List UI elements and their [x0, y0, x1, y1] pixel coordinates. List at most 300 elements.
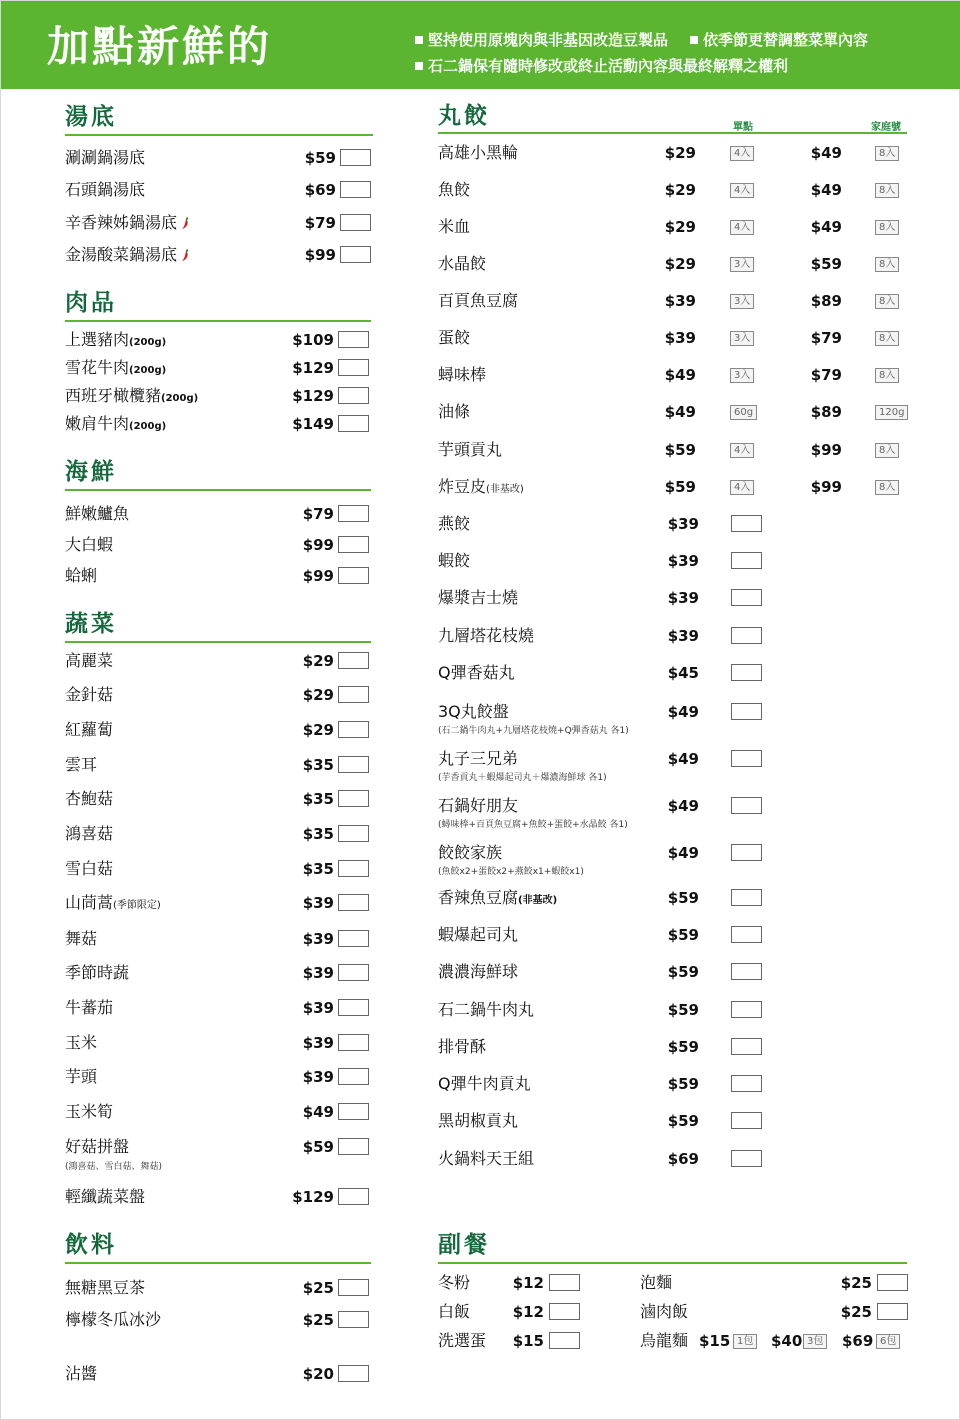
quantity-badge: 3入 [730, 368, 754, 383]
item-price: $59 [667, 963, 699, 981]
menu-item [438, 925, 762, 945]
item-price: $59 [667, 889, 699, 907]
quantity-badge: 4入 [730, 480, 754, 495]
quantity-box[interactable] [731, 889, 762, 906]
item-name: 冬粉 [438, 1273, 471, 1292]
item-price: $129 [292, 1188, 334, 1206]
item-name: 山茼蒿 [65, 893, 114, 912]
item-name: 雪白菇 [65, 859, 114, 878]
item-price: $59 [667, 926, 699, 944]
item-price: $29 [302, 652, 334, 670]
quantity-box[interactable] [338, 505, 369, 522]
item-name: 紅蘿蔔 [65, 720, 114, 739]
quantity-box[interactable] [731, 1150, 762, 1167]
item-price: $39 [667, 589, 699, 607]
family-price: $59 [810, 255, 842, 273]
menu-item [438, 1074, 762, 1094]
item-name: 香辣魚豆腐 [438, 888, 519, 907]
item-price: $49 [667, 797, 699, 815]
section-title-soup: 湯底 [65, 104, 117, 130]
item-name: 芋頭貢丸 [438, 440, 503, 459]
menu-item [438, 626, 762, 646]
quantity-box[interactable] [340, 181, 371, 198]
menu-item [65, 824, 371, 844]
item-note: (200g) [161, 393, 199, 404]
item-name: 高麗菜 [65, 651, 114, 670]
item-name: 燕餃 [438, 514, 471, 533]
column-header-single: 單點 [733, 122, 753, 133]
menu-item [65, 148, 373, 168]
item-price: $129 [292, 387, 334, 405]
menu-item [438, 1331, 580, 1351]
menu-item [65, 566, 371, 586]
item-name: 滷肉飯 [640, 1302, 689, 1321]
item-name: 玉米筍 [65, 1102, 114, 1121]
quantity-box[interactable] [338, 756, 369, 773]
menu-item [65, 1137, 371, 1172]
family-quantity-badge: 8入 [875, 331, 899, 346]
item-sub: (魚餃x2+蛋餃x2+燕餃x1+蝦餃x1) [438, 867, 584, 877]
item-price: $69 [667, 1150, 699, 1168]
item-price: $99 [304, 246, 336, 264]
item-note: (200g) [129, 421, 167, 432]
quantity-box[interactable] [731, 1075, 762, 1092]
menu-item [65, 893, 371, 913]
quantity-box[interactable] [338, 1188, 369, 1205]
quantity-box[interactable] [338, 331, 369, 348]
section-divider [438, 1262, 907, 1264]
quantity-badge: 4入 [730, 146, 754, 161]
item-price: $59 [667, 1038, 699, 1056]
quantity-box[interactable] [338, 860, 369, 877]
menu-item [65, 720, 371, 740]
menu-item [438, 702, 762, 736]
item-sub: (芋香貢丸＋蝦爆起司丸＋爆濃海鮮球 各1) [438, 773, 607, 783]
item-price: $15 [512, 1332, 544, 1350]
family-quantity-badge: 8入 [875, 480, 899, 495]
quantity-box[interactable] [338, 359, 369, 376]
quantity-box[interactable] [731, 515, 762, 532]
menu-item [65, 789, 371, 809]
item-name: 石頭鍋湯底 [65, 180, 146, 199]
item-price: $59 [667, 1001, 699, 1019]
menu-item [65, 1187, 371, 1207]
item-name: 炸豆皮 [438, 477, 487, 496]
item-price: $129 [292, 359, 334, 377]
family-price: $79 [810, 329, 842, 347]
quantity-badge: 3入 [730, 331, 754, 346]
bullet-square-icon [415, 36, 423, 44]
quantity-box[interactable] [338, 1034, 369, 1051]
item-name: 金針菇 [65, 685, 114, 704]
family-quantity-badge: 8入 [875, 146, 899, 161]
family-quantity-badge: 8入 [875, 294, 899, 309]
item-price: $79 [302, 505, 334, 523]
column-header-family: 家庭號 [871, 122, 901, 133]
item-name: 九層塔花枝燒 [438, 626, 535, 645]
quantity-badge: 6包 [876, 1334, 900, 1349]
quantity-box[interactable] [549, 1274, 580, 1291]
item-name: 玉米 [65, 1033, 98, 1052]
item-price: $49 [302, 1103, 334, 1121]
item-price: $25 [840, 1274, 872, 1292]
family-price: $99 [810, 441, 842, 459]
item-price: $25 [302, 1279, 334, 1297]
section-title-sides: 副餐 [438, 1232, 490, 1258]
item-price: $59 [302, 1138, 334, 1156]
quantity-box[interactable] [340, 149, 371, 166]
menu-item [438, 962, 762, 982]
quantity-box[interactable] [731, 1112, 762, 1129]
item-price: $59 [664, 441, 696, 459]
item-price: $49 [664, 366, 696, 384]
item-name: 芋頭 [65, 1067, 98, 1086]
quantity-box[interactable] [877, 1274, 908, 1291]
chili-icon [180, 248, 190, 262]
menu-item [438, 749, 762, 783]
note-text: 石二鍋保有隨時修改或終止活動內容與最終解釋之權利 [428, 57, 789, 75]
menu-item [438, 1000, 762, 1020]
item-price: $35 [302, 790, 334, 808]
menu-item [65, 213, 373, 233]
item-price: $99 [302, 567, 334, 585]
item-note: (200g) [129, 337, 167, 348]
item-price: $35 [302, 825, 334, 843]
quantity-badge: 4入 [730, 220, 754, 235]
bullet-square-icon [415, 62, 423, 70]
menu-item [438, 1273, 580, 1293]
menu-item [65, 859, 371, 879]
item-sub: (石二鍋牛肉丸+九層塔花枝燒+Q彈香菇丸 各1) [438, 726, 629, 736]
item-name: 鮮嫩鱸魚 [65, 504, 130, 523]
quantity-box[interactable] [731, 703, 762, 720]
menu-item [640, 1331, 908, 1351]
section-divider [65, 1262, 371, 1264]
quantity-box[interactable] [338, 1138, 369, 1155]
item-price: $79 [304, 214, 336, 232]
item-name: Q彈牛肉貢丸 [438, 1074, 531, 1093]
menu-item [65, 504, 371, 524]
item-name: 烏龍麵 [640, 1331, 689, 1350]
item-price: $59 [304, 149, 336, 167]
item-name: 好菇拼盤 [65, 1137, 130, 1156]
menu-item [65, 386, 371, 406]
item-price: $149 [292, 415, 334, 433]
item-price: $12 [512, 1274, 544, 1292]
section-title-meat: 肉品 [65, 290, 117, 316]
family-quantity-badge: 8入 [875, 368, 899, 383]
menu-item [438, 365, 908, 385]
menu-item [65, 651, 371, 671]
item-name: Q彈香菇丸 [438, 663, 515, 682]
item-name: 蝦爆起司丸 [438, 925, 519, 944]
quantity-box[interactable] [338, 1068, 369, 1085]
item-name: 油條 [438, 402, 471, 421]
family-price: $49 [810, 144, 842, 162]
menu-item [438, 888, 762, 908]
quantity-box[interactable] [731, 1001, 762, 1018]
menu-item [438, 217, 908, 237]
quantity-box[interactable] [338, 415, 369, 432]
item-name: 米血 [438, 217, 471, 236]
family-price: $79 [810, 366, 842, 384]
family-quantity-badge: 8入 [875, 183, 899, 198]
section-divider [65, 489, 371, 491]
item-name: 檸檬冬瓜冰沙 [65, 1310, 162, 1329]
chili-icon [180, 216, 190, 230]
quantity-box[interactable] [877, 1303, 908, 1320]
quantity-box[interactable] [340, 246, 371, 263]
quantity-box[interactable] [338, 930, 369, 947]
quantity-box[interactable] [549, 1332, 580, 1349]
item-price: $39 [664, 292, 696, 310]
item-name: 嫩肩牛肉 [65, 414, 130, 433]
quantity-box[interactable] [338, 1279, 369, 1296]
item-name: 石二鍋牛肉丸 [438, 1000, 535, 1019]
item-price: $29 [664, 218, 696, 236]
quantity-badge: 60g [730, 405, 757, 420]
item-price: $39 [667, 627, 699, 645]
quantity-box[interactable] [338, 894, 369, 911]
section-divider [65, 134, 373, 136]
item-price: $39 [667, 515, 699, 533]
menu-item [65, 929, 371, 949]
quantity-badge: 4入 [730, 183, 754, 198]
page-title: 加點新鮮的 [47, 22, 273, 71]
item-price: $59 [667, 1075, 699, 1093]
item-price: $49 [667, 844, 699, 862]
item-price: $29 [664, 255, 696, 273]
family-price: $49 [810, 218, 842, 236]
item-name: 雪花牛肉 [65, 358, 130, 377]
menu-item [438, 291, 908, 311]
quantity-box[interactable] [731, 926, 762, 943]
menu-item [65, 755, 371, 775]
menu-item [65, 414, 371, 434]
item-note: (非基改) [518, 895, 558, 906]
item-name: 丸子三兄弟 [438, 749, 519, 768]
item-name: 3Q丸餃盤 [438, 702, 509, 721]
quantity-box[interactable] [338, 825, 369, 842]
item-name: 蝦餃 [438, 551, 471, 570]
quantity-box[interactable] [731, 664, 762, 681]
item-name: 蛋餃 [438, 328, 471, 347]
quantity-box[interactable] [338, 387, 369, 404]
item-price: $39 [664, 329, 696, 347]
menu-item [640, 1273, 908, 1293]
item-price: $59 [664, 478, 696, 496]
menu-item [438, 254, 908, 274]
quantity-badge: 4入 [730, 443, 754, 458]
family-quantity-badge: 8入 [875, 220, 899, 235]
item-name: 大白蝦 [65, 535, 114, 554]
item-name: 季節時蔬 [65, 963, 130, 982]
menu-item [65, 998, 371, 1018]
menu-item [65, 245, 373, 265]
section-title-veg: 蔬菜 [65, 611, 117, 637]
quantity-badge: 3包 [803, 1334, 827, 1349]
item-price: $69 [842, 1332, 874, 1350]
item-price: $40 [771, 1332, 803, 1350]
item-price: $39 [302, 930, 334, 948]
menu-item [438, 477, 908, 497]
note-text: 堅持使用原塊肉與非基因改造豆製品 [428, 31, 669, 49]
item-name: 洗選蛋 [438, 1331, 487, 1350]
quantity-box[interactable] [338, 721, 369, 738]
quantity-box[interactable] [731, 589, 762, 606]
quantity-box[interactable] [338, 964, 369, 981]
menu-item [438, 514, 762, 534]
menu-item [438, 663, 762, 683]
item-price: $29 [302, 686, 334, 704]
quantity-box[interactable] [338, 999, 369, 1016]
item-name: 輕纖蔬菜盤 [65, 1187, 146, 1206]
item-price: $39 [302, 964, 334, 982]
quantity-box[interactable] [549, 1303, 580, 1320]
item-price: $29 [302, 721, 334, 739]
family-price: $49 [810, 181, 842, 199]
menu-item [438, 143, 908, 163]
menu-item [65, 1364, 371, 1384]
item-name: 雲耳 [65, 755, 98, 774]
item-name: 杏鮑菇 [65, 789, 114, 808]
family-quantity-badge: 8入 [875, 443, 899, 458]
item-name: 涮涮鍋湯底 [65, 148, 146, 167]
item-name: 餃餃家族 [438, 843, 503, 862]
quantity-box[interactable] [338, 1103, 369, 1120]
quantity-box[interactable] [338, 567, 369, 584]
item-price: $99 [302, 536, 334, 554]
menu-item [438, 180, 908, 200]
item-name: 無糖黑豆茶 [65, 1278, 146, 1297]
quantity-badge: 3入 [730, 257, 754, 272]
bullet-square-icon [690, 36, 698, 44]
item-name: 百頁魚豆腐 [438, 291, 519, 310]
quantity-badge: 3入 [730, 294, 754, 309]
quantity-badge: 1包 [733, 1334, 757, 1349]
item-note: (非基改) [486, 484, 524, 495]
item-name: 魚餃 [438, 180, 471, 199]
menu-item [438, 1302, 580, 1322]
item-sub: (蟳味棒+百頁魚豆腐+魚餃+蛋餃+水晶餃 各1) [438, 820, 628, 830]
section-title-drinks: 飲料 [65, 1232, 117, 1258]
item-name: 牛蕃茄 [65, 998, 114, 1017]
menu-item [438, 440, 908, 460]
note-text: 依季節更替調整菜單內容 [703, 31, 869, 49]
menu-item [438, 551, 762, 571]
item-price: $39 [302, 1034, 334, 1052]
item-price: $29 [664, 144, 696, 162]
item-name: 濃濃海鮮球 [438, 962, 519, 981]
menu-item [640, 1302, 908, 1322]
family-quantity-badge: 8入 [875, 257, 899, 272]
quantity-box[interactable] [338, 1365, 369, 1382]
item-name: 白飯 [438, 1302, 471, 1321]
menu-item [65, 1278, 371, 1298]
menu-item [65, 330, 371, 350]
menu-item [438, 843, 762, 877]
menu-item [65, 1310, 371, 1330]
quantity-box[interactable] [731, 963, 762, 980]
menu-item [65, 180, 373, 200]
quantity-box[interactable] [731, 844, 762, 861]
item-price: $49 [667, 703, 699, 721]
item-name: 黑胡椒貢丸 [438, 1111, 519, 1130]
family-price: $89 [810, 292, 842, 310]
item-name: 舞菇 [65, 929, 98, 948]
header-notes [415, 27, 868, 79]
item-price: $59 [667, 1112, 699, 1130]
item-price: $45 [667, 664, 699, 682]
quantity-box[interactable] [731, 552, 762, 569]
menu-item [65, 535, 371, 555]
item-price: $69 [304, 181, 336, 199]
menu-item [65, 358, 371, 378]
quantity-box[interactable] [731, 797, 762, 814]
family-price: $89 [810, 403, 842, 421]
item-note: (200g) [129, 365, 167, 376]
quantity-box[interactable] [340, 214, 371, 231]
item-price: $49 [667, 750, 699, 768]
quantity-box[interactable] [338, 686, 369, 703]
item-price: $39 [302, 999, 334, 1017]
item-name: 高雄小黑輪 [438, 143, 519, 162]
quantity-box[interactable] [338, 1311, 369, 1328]
item-price: $25 [840, 1303, 872, 1321]
menu-item [65, 685, 371, 705]
item-name: 辛香辣姊鍋湯底 [65, 213, 178, 232]
quantity-box[interactable] [731, 627, 762, 644]
menu-item [438, 328, 908, 348]
menu-item [65, 1102, 371, 1122]
item-sub: (鴻喜菇、雪白菇、舞菇) [65, 1162, 163, 1172]
item-price: $20 [302, 1365, 334, 1383]
item-name: 水晶餃 [438, 254, 487, 273]
item-name: 泡麵 [640, 1273, 673, 1292]
menu-item [438, 1037, 762, 1057]
quantity-box[interactable] [731, 750, 762, 767]
quantity-box[interactable] [731, 1038, 762, 1055]
item-price: $25 [302, 1311, 334, 1329]
quantity-box[interactable] [338, 536, 369, 553]
quantity-box[interactable] [338, 652, 369, 669]
menu-item [438, 588, 762, 608]
item-price: $49 [664, 403, 696, 421]
menu-item [65, 1033, 371, 1053]
menu-item [438, 1111, 762, 1131]
item-price: $35 [302, 860, 334, 878]
item-price: $39 [302, 894, 334, 912]
item-name: 鴻喜菇 [65, 824, 114, 843]
menu-item [438, 796, 762, 830]
item-name: 金湯酸菜鍋湯底 [65, 245, 178, 264]
menu-item [65, 963, 371, 983]
item-name: 石鍋好朋友 [438, 796, 519, 815]
item-name: 火鍋料天王組 [438, 1149, 535, 1168]
item-name: 排骨酥 [438, 1037, 487, 1056]
item-name: 蟳味棒 [438, 365, 487, 384]
family-price: $99 [810, 478, 842, 496]
quantity-box[interactable] [338, 790, 369, 807]
item-note: (季節限定) [113, 900, 161, 911]
item-price: $12 [512, 1303, 544, 1321]
section-divider [65, 320, 371, 322]
section-title-dumplings: 丸餃 [438, 103, 490, 129]
item-price: $35 [302, 756, 334, 774]
menu-item [438, 1149, 762, 1169]
menu-item [438, 402, 908, 422]
item-price: $29 [664, 181, 696, 199]
